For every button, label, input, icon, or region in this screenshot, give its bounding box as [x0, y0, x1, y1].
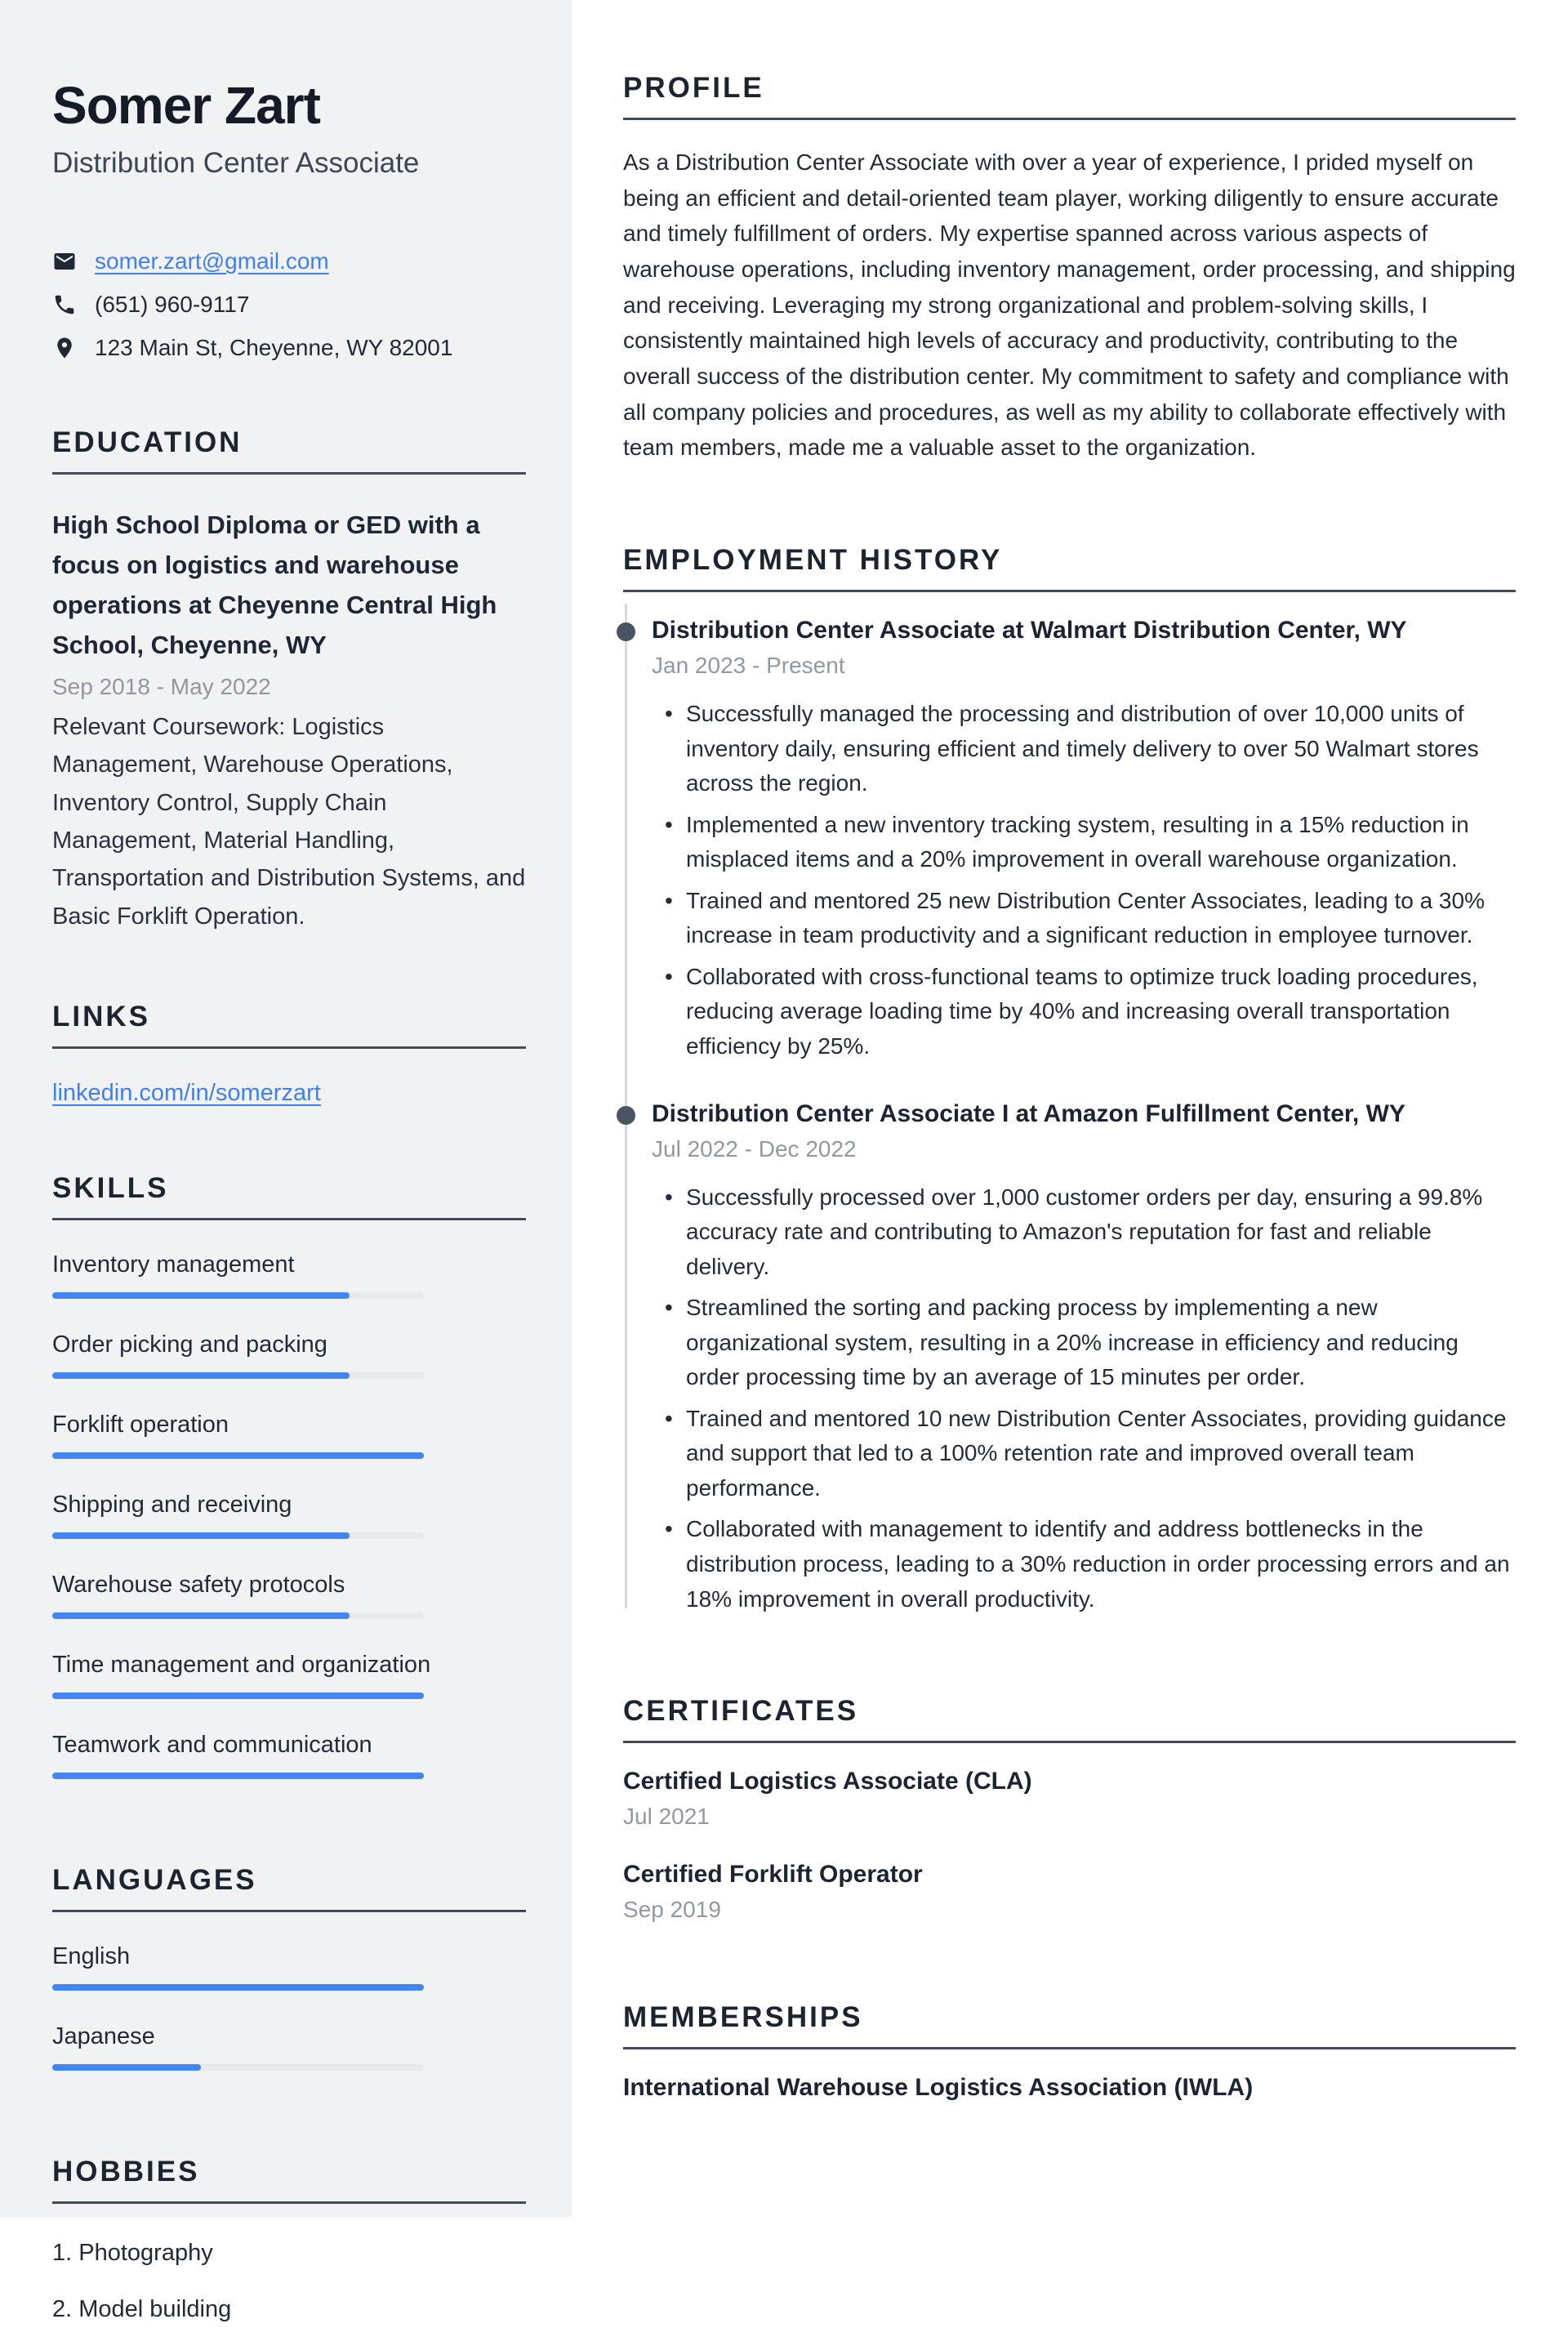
education-description: Relevant Coursework: Logistics Management, Warehouse Operations, Inventory Control, Supply Chain Management, Material Handling, Transportation and Distribution Systems, and Basic Forklift Operation.	[52, 713, 526, 930]
job-title: Distribution Center Associate at Walmart Distribution Center, WY	[652, 617, 1407, 644]
job-entry	[625, 1100, 1516, 1617]
section-divider	[52, 1218, 526, 1220]
skill-bar-fill	[52, 1292, 350, 1299]
membership-item: International Warehouse Logistics Association (IWLA)	[623, 2074, 1254, 2102]
skill-bar-fill	[52, 1532, 350, 1539]
skill-bar-track	[52, 1692, 424, 1699]
employment-timeline	[625, 617, 1516, 1617]
section-divider	[52, 1046, 526, 1049]
section-divider	[52, 1910, 526, 1912]
skill-item	[52, 1652, 526, 1699]
person-job-title: Distribution Center Associate	[52, 147, 420, 179]
section-divider	[623, 1741, 1516, 1743]
certificates-heading: CERTIFICATES	[623, 1695, 859, 1728]
certificates-section	[623, 1695, 1516, 1923]
job-dates: Jul 2022 - Dec 2022	[652, 1135, 857, 1162]
timeline-dot	[617, 1106, 635, 1125]
hobbies-section	[52, 2156, 526, 2328]
languages-section	[52, 1864, 526, 2071]
job-bullet: • Trained and mentored 25 new Distribution Center Associates, leading to a 30% increase in team productivity and a significant reduction in employee turnover.	[663, 884, 1516, 953]
email-link[interactable]: somer.zart@gmail.com	[95, 248, 329, 274]
employment-heading: EMPLOYMENT HISTORY	[623, 544, 1003, 577]
profile-heading: PROFILE	[623, 72, 764, 104]
skill-label: Inventory management	[52, 1251, 295, 1278]
linkedin-link[interactable]: linkedin.com/in/somerzart	[52, 1080, 321, 1107]
language-bar-fill	[52, 2064, 201, 2071]
skill-bar-fill	[52, 1773, 424, 1779]
employment-section	[623, 544, 1516, 1617]
hobby-item: 1. Photography	[52, 2240, 213, 2267]
profile-section	[623, 72, 1516, 466]
memberships-section	[623, 2001, 1516, 2102]
job-bullet: • Successfully managed the processing and distribution of over 10,000 units of inventory daily, ensuring efficient and timely delivery to over 50 Walmart stores across the region.	[663, 697, 1516, 801]
person-name: Somer Zart	[52, 76, 320, 135]
section-divider	[623, 2047, 1516, 2049]
skill-bar-track	[52, 1372, 424, 1379]
location-pin-icon	[52, 336, 77, 360]
education-dates: Sep 2018 - May 2022	[52, 673, 271, 699]
job-bullet-list	[663, 697, 1516, 1064]
education-heading: EDUCATION	[52, 426, 243, 458]
job-dates: Jan 2023 - Present	[652, 653, 845, 679]
language-label: Japanese	[52, 2023, 155, 2050]
skill-label: Time management and organization	[52, 1652, 431, 1679]
certificate-date: Sep 2019	[623, 1897, 721, 1923]
email-icon	[52, 249, 77, 274]
phone-icon	[52, 292, 77, 317]
timeline-dot	[617, 622, 635, 641]
skill-bar-fill	[52, 1372, 350, 1379]
section-divider	[52, 472, 526, 475]
skill-bar-track	[52, 1452, 424, 1459]
skills-heading: SKILLS	[52, 1172, 169, 1205]
contact-phone-row	[52, 292, 526, 318]
skill-item	[52, 1732, 526, 1779]
language-bar-track	[52, 2064, 424, 2071]
job-bullet: • Implemented a new inventory tracking system, resulting in a 15% reduction in misplaced items and a 20% improvement in overall warehouse organization.	[663, 808, 1516, 877]
certificate-item	[623, 1768, 1516, 1830]
job-entry	[625, 617, 1516, 1064]
skills-section	[52, 1172, 526, 1779]
certificate-title: Certified Logistics Associate (CLA)	[623, 1768, 1032, 1795]
job-bullet: • Streamlined the sorting and packing process by implementing a new organizational system, resulting in a 20% increase in efficiency and reducing order processing time by an average of 15 minutes per order.	[663, 1291, 1516, 1395]
education-degree: High School Diploma or GED with a focus on logistics and warehouse operations at Cheyenne Central High School, Cheyenne, WY	[52, 511, 497, 659]
phone-number: (651) 960-9117	[95, 292, 250, 317]
language-bar-track	[52, 1984, 424, 1991]
contact-block	[52, 248, 526, 361]
skill-label: Teamwork and communication	[52, 1732, 372, 1759]
section-divider	[623, 590, 1516, 592]
job-bullet: • Successfully processed over 1,000 customer orders per day, ensuring a 99.8% accuracy rate and contributing to Amazon's reputation for fast and reliable delivery.	[663, 1180, 1516, 1285]
language-item	[52, 2023, 526, 2071]
job-title: Distribution Center Associate I at Amazon Fulfillment Center, WY	[652, 1099, 1405, 1127]
certificate-item	[623, 1861, 1516, 1923]
section-divider	[52, 2201, 526, 2204]
hobbies-heading: HOBBIES	[52, 2156, 200, 2188]
skill-bar-track	[52, 1532, 424, 1539]
contact-address-row	[52, 335, 526, 361]
links-section	[52, 1001, 526, 1107]
contact-email-row	[52, 248, 526, 274]
skill-bar-fill	[52, 1612, 350, 1619]
skill-item	[52, 1412, 526, 1459]
skill-bar-fill	[52, 1692, 424, 1699]
profile-text: As a Distribution Center Associate with over a year of experience, I prided myself on being an efficient and detail-oriented team player, working diligently to ensure accurate and timely fulfillment of orders. My expertise spanned across various aspects of warehouse operations, including inventory management, order processing, and shipping and receiving. Leveraging my strong organizational and problem-solving skills, I consistently maintained high levels of accuracy and productivity, contributing to the overall success of the distribution center. My commitment to safety and compliance with all company policies and procedures, as well as my ability to collaborate effectively with team members, made me a valuable asset to the organization.	[623, 149, 1516, 461]
skill-label: Warehouse safety protocols	[52, 1572, 345, 1599]
language-item	[52, 1943, 526, 1991]
job-bullet: • Trained and mentored 10 new Distribution Center Associates, providing guidance and support that led to a 100% retention rate and improved overall team performance.	[663, 1402, 1516, 1506]
certificate-title: Certified Forklift Operator	[623, 1861, 923, 1889]
skill-label: Shipping and receiving	[52, 1492, 292, 1519]
links-heading: LINKS	[52, 1001, 150, 1033]
job-bullet: • Collaborated with cross-functional teams to optimize truck loading procedures, reducing average loading time by 40% and increasing overall transportation efficiency by 25%.	[663, 960, 1516, 1064]
section-divider	[623, 118, 1516, 120]
skill-item	[52, 1492, 526, 1539]
languages-heading: LANGUAGES	[52, 1864, 257, 1897]
job-bullet-list	[663, 1180, 1516, 1617]
skill-item	[52, 1572, 526, 1619]
job-bullet: • Collaborated with management to identify and address bottlenecks in the distribution process, leading to a 30% reduction in order processing errors and an 18% improvement in overall productivity.	[663, 1512, 1516, 1617]
skill-bar-track	[52, 1773, 424, 1779]
skill-bar-track	[52, 1292, 424, 1299]
language-bar-fill	[52, 1984, 424, 1991]
sidebar	[0, 0, 572, 2323]
skill-item	[52, 1331, 526, 1379]
skill-bar-fill	[52, 1452, 424, 1459]
skill-bar-track	[52, 1612, 424, 1619]
skill-item	[52, 1251, 526, 1299]
main-column	[572, 0, 1568, 2217]
education-section	[52, 426, 526, 935]
skill-label: Order picking and packing	[52, 1331, 327, 1358]
language-label: English	[52, 1943, 131, 1970]
skill-label: Forklift operation	[52, 1412, 229, 1438]
memberships-heading: MEMBERSHIPS	[623, 2001, 863, 2034]
hobby-item: 2. Model building	[52, 2296, 232, 2323]
address-text: 123 Main St, Cheyenne, WY 82001	[95, 335, 453, 360]
certificate-date: Jul 2021	[623, 1804, 710, 1830]
